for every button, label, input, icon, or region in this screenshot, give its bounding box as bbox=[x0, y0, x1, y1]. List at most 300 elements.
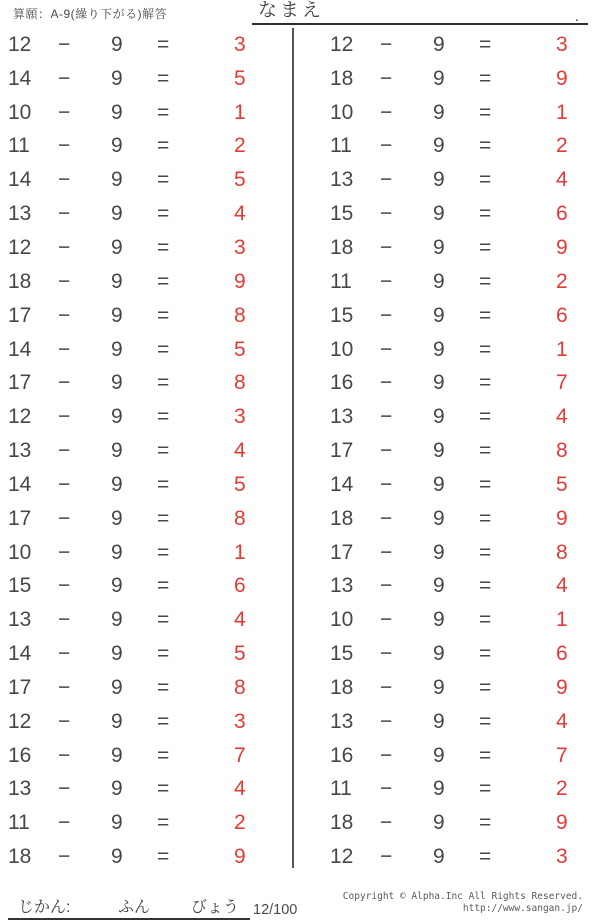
answer: 8 bbox=[234, 506, 246, 530]
minus-sign: − bbox=[380, 303, 393, 327]
subtrahend: 9 bbox=[111, 608, 123, 632]
answer: 9 bbox=[234, 269, 246, 293]
problem-row bbox=[0, 671, 292, 705]
minuend: 12 bbox=[8, 235, 32, 259]
minus-sign: − bbox=[58, 66, 71, 90]
minuend: 18 bbox=[8, 845, 32, 869]
equals-sign: = bbox=[157, 303, 170, 327]
problem-row bbox=[322, 130, 600, 164]
answer: 1 bbox=[556, 100, 568, 124]
answer: 5 bbox=[234, 642, 246, 666]
equals-sign: = bbox=[479, 269, 492, 293]
equals-sign: = bbox=[157, 100, 170, 124]
subtrahend: 9 bbox=[433, 439, 445, 463]
problem-row bbox=[0, 705, 292, 739]
problem-row bbox=[0, 231, 292, 265]
problem-row bbox=[0, 637, 292, 671]
minus-sign: − bbox=[58, 202, 71, 226]
problem-row bbox=[322, 299, 600, 333]
equals-sign: = bbox=[157, 642, 170, 666]
minus-sign: − bbox=[380, 845, 393, 869]
copyright-line: Copyright © Alpha.Inc All Rights Reserved. bbox=[342, 891, 583, 902]
minuend: 15 bbox=[330, 303, 354, 327]
equals-sign: = bbox=[479, 168, 492, 192]
problem-row bbox=[322, 705, 600, 739]
minus-sign: − bbox=[58, 439, 71, 463]
problem-row bbox=[322, 637, 600, 671]
minus-sign: − bbox=[58, 269, 71, 293]
subtrahend: 9 bbox=[111, 811, 123, 835]
equals-sign: = bbox=[479, 439, 492, 463]
subtrahend: 9 bbox=[111, 642, 123, 666]
subtrahend: 9 bbox=[111, 743, 123, 767]
minuend: 18 bbox=[330, 675, 354, 699]
subtrahend: 9 bbox=[433, 540, 445, 564]
minus-sign: − bbox=[58, 845, 71, 869]
minus-sign: − bbox=[380, 709, 393, 733]
answer: 1 bbox=[556, 608, 568, 632]
equals-sign: = bbox=[479, 405, 492, 429]
equals-sign: = bbox=[157, 845, 170, 869]
problem-row bbox=[322, 366, 600, 400]
answer: 6 bbox=[556, 202, 568, 226]
subtrahend: 9 bbox=[433, 709, 445, 733]
subtrahend: 9 bbox=[111, 235, 123, 259]
problem-column-right bbox=[322, 28, 600, 874]
problem-row bbox=[0, 265, 292, 299]
answer: 3 bbox=[234, 709, 246, 733]
problem-row bbox=[0, 502, 292, 536]
subtrahend: 9 bbox=[433, 506, 445, 530]
subtrahend: 9 bbox=[111, 439, 123, 463]
subtrahend: 9 bbox=[111, 405, 123, 429]
equals-sign: = bbox=[479, 66, 492, 90]
equals-sign: = bbox=[157, 371, 170, 395]
minuend: 11 bbox=[330, 134, 352, 158]
problem-row bbox=[322, 840, 600, 874]
page-number: 12/100 bbox=[253, 902, 298, 918]
problem-row bbox=[322, 603, 600, 637]
minus-sign: − bbox=[380, 100, 393, 124]
subtrahend: 9 bbox=[433, 642, 445, 666]
equals-sign: = bbox=[479, 235, 492, 259]
minuend: 10 bbox=[8, 540, 32, 564]
equals-sign: = bbox=[479, 472, 492, 496]
answer: 1 bbox=[234, 100, 246, 124]
subtrahend: 9 bbox=[111, 777, 123, 801]
minus-sign: − bbox=[380, 371, 393, 395]
answer: 4 bbox=[556, 709, 568, 733]
copyright-block bbox=[343, 891, 583, 915]
subtrahend: 9 bbox=[111, 675, 123, 699]
minus-sign: − bbox=[58, 337, 71, 361]
answer: 9 bbox=[556, 675, 568, 699]
answer: 6 bbox=[556, 642, 568, 666]
minuend: 13 bbox=[8, 777, 32, 801]
minuend: 10 bbox=[330, 337, 354, 361]
equals-sign: = bbox=[479, 506, 492, 530]
problem-row bbox=[0, 197, 292, 231]
problem-row bbox=[322, 197, 600, 231]
subtrahend: 9 bbox=[111, 269, 123, 293]
equals-sign: = bbox=[479, 134, 492, 158]
equals-sign: = bbox=[157, 202, 170, 226]
subtrahend: 9 bbox=[111, 134, 123, 158]
minus-sign: − bbox=[58, 811, 71, 835]
minuend: 18 bbox=[330, 235, 354, 259]
problem-row bbox=[322, 434, 600, 468]
subtrahend: 9 bbox=[111, 303, 123, 327]
answer: 9 bbox=[556, 235, 568, 259]
equals-sign: = bbox=[157, 540, 170, 564]
minuend: 13 bbox=[8, 608, 32, 632]
answer: 8 bbox=[234, 371, 246, 395]
subtrahend: 9 bbox=[433, 675, 445, 699]
answer: 4 bbox=[234, 439, 246, 463]
subtrahend: 9 bbox=[433, 574, 445, 598]
answer: 4 bbox=[556, 168, 568, 192]
answer: 8 bbox=[556, 439, 568, 463]
minuend: 12 bbox=[8, 405, 32, 429]
equals-sign: = bbox=[479, 337, 492, 361]
equals-sign: = bbox=[479, 675, 492, 699]
problem-row bbox=[0, 163, 292, 197]
equals-sign: = bbox=[157, 709, 170, 733]
subtrahend: 9 bbox=[433, 303, 445, 327]
minuend: 14 bbox=[8, 337, 32, 361]
problem-row bbox=[0, 806, 292, 840]
equals-sign: = bbox=[479, 811, 492, 835]
problem-row bbox=[0, 840, 292, 874]
subtrahend: 9 bbox=[111, 168, 123, 192]
subtrahend: 9 bbox=[111, 845, 123, 869]
subtrahend: 9 bbox=[433, 777, 445, 801]
equals-sign: = bbox=[479, 100, 492, 124]
equals-sign: = bbox=[479, 303, 492, 327]
subtrahend: 9 bbox=[111, 337, 123, 361]
problem-row bbox=[322, 231, 600, 265]
problem-column-left bbox=[0, 28, 292, 874]
seconds-label: びょう bbox=[191, 899, 240, 916]
minuend: 11 bbox=[330, 777, 352, 801]
answer: 7 bbox=[234, 743, 246, 767]
minus-sign: − bbox=[380, 168, 393, 192]
minuend: 15 bbox=[330, 642, 354, 666]
answer: 3 bbox=[234, 405, 246, 429]
minus-sign: − bbox=[58, 540, 71, 564]
subtrahend: 9 bbox=[433, 134, 445, 158]
answer: 8 bbox=[234, 303, 246, 327]
equals-sign: = bbox=[479, 32, 492, 56]
minuend: 13 bbox=[330, 709, 354, 733]
minus-sign: − bbox=[58, 472, 71, 496]
problem-row bbox=[0, 62, 292, 96]
equals-sign: = bbox=[157, 337, 170, 361]
minuend: 17 bbox=[8, 506, 32, 530]
minuend: 13 bbox=[330, 574, 354, 598]
answer: 4 bbox=[556, 405, 568, 429]
problem-row bbox=[322, 28, 600, 62]
minuend: 13 bbox=[330, 168, 354, 192]
subtrahend: 9 bbox=[433, 472, 445, 496]
minus-sign: − bbox=[58, 506, 71, 530]
time-entry-line bbox=[8, 896, 250, 920]
answer: 3 bbox=[234, 32, 246, 56]
subtrahend: 9 bbox=[111, 540, 123, 564]
problem-row bbox=[0, 96, 292, 130]
problem-row bbox=[322, 468, 600, 502]
problem-row bbox=[322, 806, 600, 840]
minus-sign: − bbox=[380, 472, 393, 496]
minus-sign: − bbox=[380, 506, 393, 530]
minuend: 10 bbox=[8, 100, 32, 124]
equals-sign: = bbox=[479, 540, 492, 564]
subtrahend: 9 bbox=[433, 269, 445, 293]
minus-sign: − bbox=[58, 675, 71, 699]
minuend: 11 bbox=[8, 811, 30, 835]
minuend: 12 bbox=[330, 32, 354, 56]
answer: 4 bbox=[234, 608, 246, 632]
equals-sign: = bbox=[157, 66, 170, 90]
minuend: 11 bbox=[8, 134, 30, 158]
answer: 4 bbox=[234, 777, 246, 801]
minus-sign: − bbox=[58, 608, 71, 632]
minuend: 10 bbox=[330, 608, 354, 632]
minuend: 10 bbox=[330, 100, 354, 124]
subtrahend: 9 bbox=[111, 371, 123, 395]
equals-sign: = bbox=[157, 269, 170, 293]
minuend: 12 bbox=[8, 32, 32, 56]
minuend: 16 bbox=[330, 743, 354, 767]
equals-sign: = bbox=[157, 506, 170, 530]
minuend: 12 bbox=[330, 845, 354, 869]
answer: 5 bbox=[556, 472, 568, 496]
column-divider bbox=[292, 28, 294, 868]
answer: 6 bbox=[556, 303, 568, 327]
problem-row bbox=[322, 333, 600, 367]
subtrahend: 9 bbox=[111, 506, 123, 530]
minus-sign: − bbox=[58, 709, 71, 733]
equals-sign: = bbox=[479, 371, 492, 395]
minuend: 13 bbox=[330, 405, 354, 429]
subtrahend: 9 bbox=[111, 202, 123, 226]
minuend: 17 bbox=[330, 439, 354, 463]
answer: 3 bbox=[556, 845, 568, 869]
minus-sign: − bbox=[58, 777, 71, 801]
worksheet-title: 算願：A-9(繰り下がる)解答 bbox=[13, 7, 168, 21]
minuend: 14 bbox=[8, 168, 32, 192]
answer: 3 bbox=[556, 32, 568, 56]
minuend: 17 bbox=[8, 371, 32, 395]
problem-row bbox=[322, 671, 600, 705]
minus-sign: − bbox=[58, 235, 71, 259]
problem-row bbox=[0, 739, 292, 773]
minuend: 15 bbox=[8, 574, 32, 598]
subtrahend: 9 bbox=[433, 743, 445, 767]
answer: 6 bbox=[234, 574, 246, 598]
equals-sign: = bbox=[479, 608, 492, 632]
minus-sign: − bbox=[380, 405, 393, 429]
minus-sign: − bbox=[380, 743, 393, 767]
answer: 2 bbox=[234, 811, 246, 835]
minuend: 18 bbox=[330, 66, 354, 90]
minus-sign: − bbox=[380, 134, 393, 158]
equals-sign: = bbox=[157, 472, 170, 496]
equals-sign: = bbox=[479, 202, 492, 226]
equals-sign: = bbox=[157, 608, 170, 632]
equals-sign: = bbox=[479, 709, 492, 733]
equals-sign: = bbox=[479, 574, 492, 598]
minuend: 13 bbox=[8, 202, 32, 226]
answer: 8 bbox=[234, 675, 246, 699]
equals-sign: = bbox=[157, 439, 170, 463]
problem-row bbox=[0, 536, 292, 570]
subtrahend: 9 bbox=[433, 235, 445, 259]
problem-row bbox=[0, 366, 292, 400]
minus-sign: − bbox=[380, 269, 393, 293]
problem-row bbox=[322, 265, 600, 299]
equals-sign: = bbox=[157, 235, 170, 259]
subtrahend: 9 bbox=[433, 66, 445, 90]
answer: 4 bbox=[234, 202, 246, 226]
equals-sign: = bbox=[479, 743, 492, 767]
equals-sign: = bbox=[157, 168, 170, 192]
name-line-period: . bbox=[574, 8, 579, 25]
minuend: 16 bbox=[8, 743, 32, 767]
minus-sign: − bbox=[380, 540, 393, 564]
name-field bbox=[252, 0, 588, 25]
subtrahend: 9 bbox=[433, 32, 445, 56]
minuend: 18 bbox=[330, 811, 354, 835]
minus-sign: − bbox=[380, 608, 393, 632]
minus-sign: − bbox=[380, 675, 393, 699]
problem-row bbox=[0, 299, 292, 333]
subtrahend: 9 bbox=[433, 337, 445, 361]
answer: 5 bbox=[234, 66, 246, 90]
answer: 8 bbox=[556, 540, 568, 564]
problem-row bbox=[322, 536, 600, 570]
problem-row bbox=[322, 773, 600, 807]
minuend: 18 bbox=[330, 506, 354, 530]
minuend: 13 bbox=[8, 439, 32, 463]
answer: 2 bbox=[556, 134, 568, 158]
answer: 1 bbox=[234, 540, 246, 564]
minus-sign: − bbox=[380, 337, 393, 361]
minus-sign: − bbox=[380, 777, 393, 801]
minus-sign: − bbox=[58, 303, 71, 327]
subtrahend: 9 bbox=[433, 100, 445, 124]
minus-sign: − bbox=[380, 66, 393, 90]
minus-sign: − bbox=[380, 642, 393, 666]
minuend: 12 bbox=[8, 709, 32, 733]
minus-sign: − bbox=[58, 371, 71, 395]
problem-row bbox=[0, 28, 292, 62]
minus-sign: − bbox=[380, 439, 393, 463]
problem-row bbox=[0, 570, 292, 604]
minus-sign: − bbox=[58, 100, 71, 124]
minuend: 16 bbox=[330, 371, 354, 395]
problem-row bbox=[322, 570, 600, 604]
minus-sign: − bbox=[380, 811, 393, 835]
subtrahend: 9 bbox=[433, 608, 445, 632]
problem-row bbox=[0, 773, 292, 807]
problem-row bbox=[322, 739, 600, 773]
minus-sign: − bbox=[58, 743, 71, 767]
answer: 1 bbox=[556, 337, 568, 361]
equals-sign: = bbox=[157, 574, 170, 598]
equals-sign: = bbox=[157, 811, 170, 835]
answer: 5 bbox=[234, 168, 246, 192]
subtrahend: 9 bbox=[111, 32, 123, 56]
minus-sign: − bbox=[58, 405, 71, 429]
answer: 5 bbox=[234, 472, 246, 496]
minus-sign: − bbox=[58, 168, 71, 192]
minuend: 14 bbox=[330, 472, 354, 496]
subtrahend: 9 bbox=[433, 811, 445, 835]
problem-row bbox=[322, 400, 600, 434]
minus-sign: − bbox=[58, 134, 71, 158]
problem-row bbox=[0, 333, 292, 367]
subtrahend: 9 bbox=[111, 709, 123, 733]
subtrahend: 9 bbox=[433, 202, 445, 226]
minuend: 14 bbox=[8, 642, 32, 666]
problem-row bbox=[0, 468, 292, 502]
equals-sign: = bbox=[157, 405, 170, 429]
minuend: 11 bbox=[330, 269, 352, 293]
minuend: 18 bbox=[8, 269, 32, 293]
problem-row bbox=[322, 62, 600, 96]
answer: 2 bbox=[234, 134, 246, 158]
name-label: なまえ bbox=[258, 0, 325, 21]
time-label: じかん: bbox=[18, 899, 71, 916]
answer: 3 bbox=[234, 235, 246, 259]
equals-sign: = bbox=[157, 134, 170, 158]
answer: 2 bbox=[556, 269, 568, 293]
answer: 9 bbox=[556, 506, 568, 530]
minus-sign: − bbox=[58, 642, 71, 666]
equals-sign: = bbox=[479, 642, 492, 666]
answer: 9 bbox=[556, 66, 568, 90]
problem-row bbox=[0, 400, 292, 434]
answer: 7 bbox=[556, 371, 568, 395]
problem-row bbox=[0, 130, 292, 164]
minus-sign: − bbox=[58, 32, 71, 56]
subtrahend: 9 bbox=[433, 168, 445, 192]
minus-sign: − bbox=[380, 574, 393, 598]
minus-sign: − bbox=[380, 202, 393, 226]
equals-sign: = bbox=[479, 845, 492, 869]
problem-row bbox=[0, 603, 292, 637]
answer: 5 bbox=[234, 337, 246, 361]
minuend: 17 bbox=[8, 675, 32, 699]
problem-row bbox=[0, 434, 292, 468]
problem-row bbox=[322, 163, 600, 197]
minuend: 17 bbox=[8, 303, 32, 327]
subtrahend: 9 bbox=[111, 66, 123, 90]
subtrahend: 9 bbox=[111, 574, 123, 598]
minutes-label: ふん bbox=[118, 899, 151, 916]
problem-row bbox=[322, 502, 600, 536]
minuend: 14 bbox=[8, 66, 32, 90]
answer: 9 bbox=[234, 845, 246, 869]
minuend: 14 bbox=[8, 472, 32, 496]
minus-sign: − bbox=[380, 32, 393, 56]
subtrahend: 9 bbox=[433, 371, 445, 395]
copyright-url: http://www.sangan.jp/ bbox=[462, 903, 583, 914]
minus-sign: − bbox=[58, 574, 71, 598]
answer: 7 bbox=[556, 743, 568, 767]
problem-row bbox=[322, 96, 600, 130]
